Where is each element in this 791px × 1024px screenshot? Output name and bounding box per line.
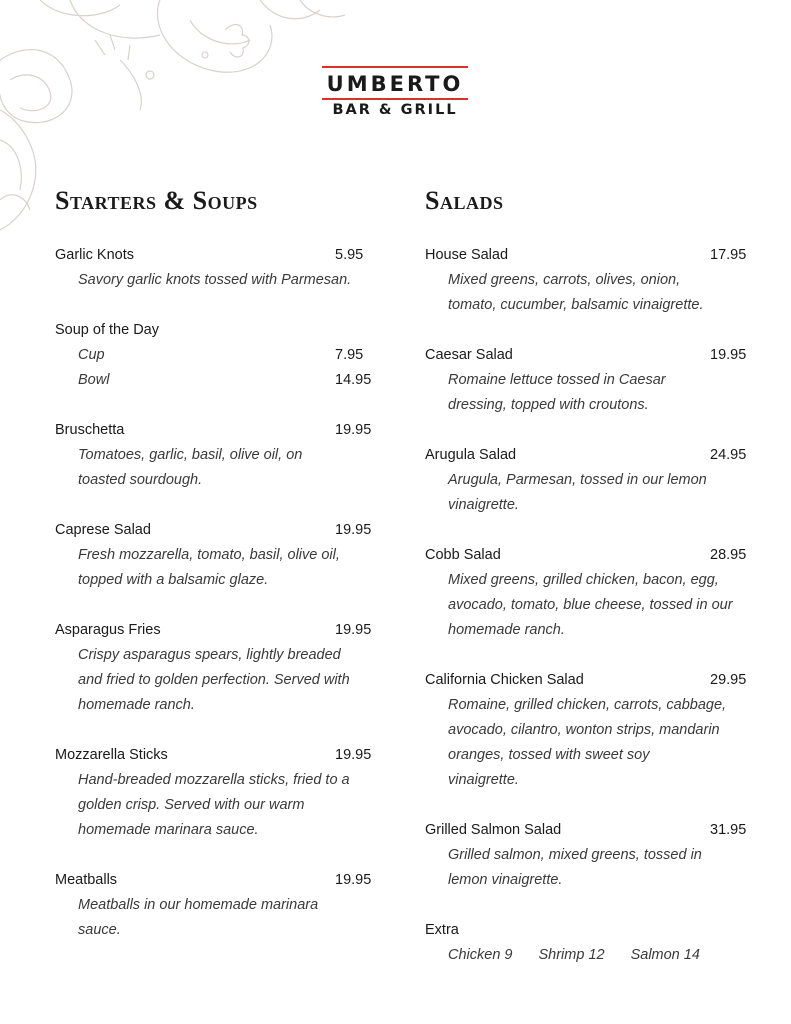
- item-name: Grilled Salmon Salad: [425, 822, 562, 838]
- item-price: 19.95: [335, 422, 372, 438]
- item-price: 17.95: [710, 247, 747, 263]
- item-price: 28.95: [710, 547, 747, 563]
- item-name: Arugula Salad: [425, 447, 517, 463]
- item-description: Mixed greens, carrots, olives, onion,: [448, 272, 681, 288]
- item-price: 24.95: [710, 447, 747, 463]
- item-description: Meatballs in our homemade marinara: [78, 897, 319, 913]
- item-description: homemade ranch.: [78, 697, 195, 713]
- item-description: sauce.: [78, 922, 121, 938]
- item-description: tomato, cucumber, balsamic vinaigrette.: [448, 297, 704, 313]
- item-description: homemade ranch.: [448, 622, 565, 638]
- extra-option: Chicken 9: [448, 947, 513, 963]
- item-description: avocado, cilantro, wonton strips, mandarin: [448, 722, 720, 738]
- item-name: Caesar Salad: [425, 347, 513, 363]
- item-description: Romaine, grilled chicken, carrots, cabbage,: [448, 697, 727, 713]
- salads-heading: Salads: [425, 186, 504, 215]
- item-price: 19.95: [335, 522, 372, 538]
- menu-item: [425, 443, 750, 518]
- item-description: and fried to golden perfection. Served with: [78, 672, 350, 688]
- item-description: homemade marinara sauce.: [78, 822, 259, 838]
- item-description: golden crisp. Served with our warm: [78, 797, 305, 813]
- item-name: Meatballs: [55, 872, 118, 888]
- item-description: vinaigrette.: [448, 772, 519, 788]
- starters-heading: Starters & Soups: [55, 186, 258, 215]
- menu-item: [55, 868, 375, 943]
- brand-subtitle: BAR & GRILL: [332, 102, 458, 118]
- sub-item-price: 14.95: [335, 372, 372, 388]
- extras-title: Extra: [425, 922, 459, 938]
- item-name: Soup of the Day: [55, 322, 159, 338]
- starters-column: [55, 243, 375, 968]
- item-price: 19.95: [335, 622, 372, 638]
- menu-item: [55, 743, 375, 843]
- item-description: avocado, tomato, blue cheese, tossed in our: [448, 597, 733, 613]
- item-price: 5.95: [335, 247, 364, 263]
- menu-item: [55, 518, 375, 593]
- item-name: Cobb Salad: [425, 547, 501, 563]
- brand-name: UMBERTO: [326, 72, 464, 96]
- item-price: 29.95: [710, 672, 747, 688]
- item-name: Asparagus Fries: [55, 622, 161, 638]
- extras-section: [425, 918, 750, 968]
- sub-item-name: Bowl: [78, 372, 110, 388]
- menu-item: [55, 618, 375, 718]
- sub-item-price: 7.95: [335, 347, 364, 363]
- item-name: California Chicken Salad: [425, 672, 584, 688]
- item-description: toasted sourdough.: [78, 472, 203, 488]
- extras-options: [425, 943, 750, 968]
- item-description: lemon vinaigrette.: [448, 872, 563, 888]
- item-description: Romaine lettuce tossed in Caesar: [448, 372, 666, 388]
- item-price: 19.95: [335, 747, 372, 763]
- item-description: Arugula, Parmesan, tossed in our lemon: [448, 472, 707, 488]
- extra-option: Shrimp 12: [538, 947, 605, 963]
- menu-item: [425, 343, 750, 418]
- item-description: Grilled salmon, mixed greens, tossed in: [448, 847, 702, 863]
- item-name: Garlic Knots: [55, 247, 134, 263]
- sub-item-name: Cup: [78, 347, 105, 363]
- item-name: Bruschetta: [55, 422, 125, 438]
- item-description: Fresh mozzarella, tomato, basil, olive oil,: [78, 547, 340, 563]
- item-description: Hand-breaded mozzarella sticks, fried to a: [78, 772, 350, 788]
- menu-item: [55, 318, 375, 393]
- item-description: vinaigrette.: [448, 497, 519, 513]
- menu-item: [425, 668, 750, 793]
- item-name: Mozzarella Sticks: [55, 747, 168, 763]
- item-description: Savory garlic knots tossed with Parmesan.: [78, 272, 352, 288]
- menu-item: [425, 543, 750, 643]
- item-price: [335, 318, 375, 343]
- item-description: Mixed greens, grilled chicken, bacon, egg,: [448, 572, 719, 588]
- sub-item: [55, 368, 375, 393]
- menu-item: [425, 243, 750, 318]
- menu-item: [425, 818, 750, 893]
- item-description: oranges, tossed with sweet soy: [448, 747, 650, 763]
- item-name: Caprese Salad: [55, 522, 151, 538]
- menu-item: [55, 418, 375, 493]
- item-price: 31.95: [710, 822, 747, 838]
- logo-top-rule: [322, 66, 468, 68]
- item-description: dressing, topped with croutons.: [448, 397, 649, 413]
- item-price: 19.95: [710, 347, 747, 363]
- item-description: topped with a balsamic glaze.: [78, 572, 269, 588]
- item-description: Crispy asparagus spears, lightly breaded: [78, 647, 341, 663]
- item-price: 19.95: [335, 872, 372, 888]
- sub-item: [55, 343, 375, 368]
- menu-item: [55, 243, 375, 293]
- item-name: House Salad: [425, 247, 509, 263]
- extra-option: Salmon 14: [630, 947, 700, 963]
- brand-logo: [320, 66, 470, 120]
- salads-column: [425, 243, 750, 993]
- item-description: Tomatoes, garlic, basil, olive oil, on: [78, 447, 303, 463]
